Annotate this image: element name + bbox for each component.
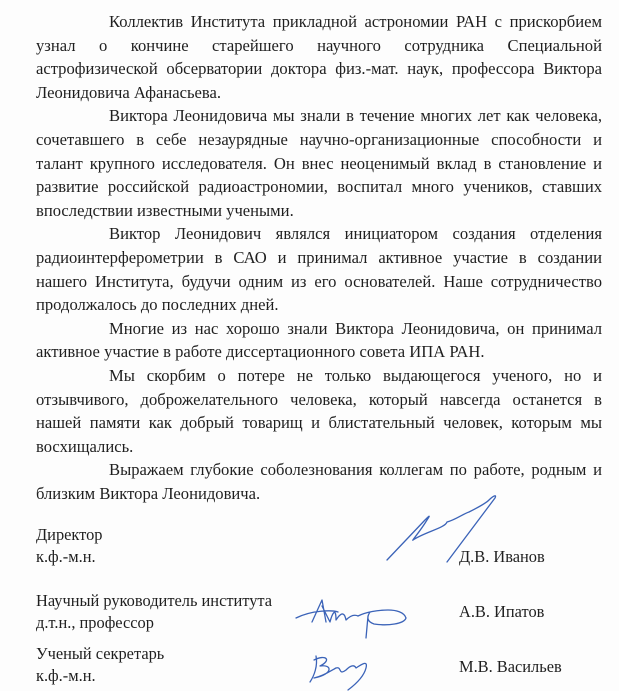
signatory-name: М.В. Васильев — [459, 657, 562, 676]
paragraph-2: Виктора Леонидовича мы знали в течение многих лет как человека, сочетавшего в себе незаурядные научно-организационные способности и талант крупного исследователя. Он внес неоценимый вклад в становление и развитие российской радиоастрономии, воспитал много учеников, ставших впоследствии известными учеными. — [36, 106, 602, 220]
paragraph-3: Виктор Леонидович являлся инициатором создания отделения радиоинтерферометрии в САО и принимал активное участие в создании нашего Института, будучи одним из его основателей. Наше сотрудничество продолжалось до последних дней. — [36, 224, 602, 315]
paragraph-5: Мы скорбим о потере не только выдающегося ученого, но и отзывчивого, доброжелательного человека, который навсегда останется в нашей памяти как добрый товарищ и блистательный человек, которым мы восхищались. — [36, 365, 602, 456]
signatory-role: Научный руководитель института — [36, 591, 273, 610]
signatory-role: Директор — [36, 525, 103, 544]
paragraph-4: Многие из нас хорошо знали Виктора Леонидовича, он принимал активное участие в работе диссертационного совета ИПА РАН. — [36, 318, 602, 362]
signature-scientific-director-icon — [292, 596, 422, 646]
signature-scientific-secretary-icon — [306, 652, 396, 692]
condolence-letter-body — [36, 10, 602, 505]
signatory-degree: к.ф.-м.н. — [36, 666, 96, 685]
signatory-role: Ученый секретарь — [36, 644, 165, 663]
signatory-degree: к.ф.-м.н. — [36, 547, 96, 566]
signatory-director — [36, 524, 103, 568]
signatory-scientific-secretary — [36, 643, 164, 687]
signatory-scientific-director — [36, 590, 272, 634]
paragraph-6: Выражаем глубокие соболезнования коллегам по работе, родным и близким Виктора Леонидовича. — [36, 460, 602, 503]
signatory-name: А.В. Ипатов — [459, 602, 545, 621]
signatory-degree: д.т.н., профессор — [36, 613, 154, 632]
paragraph-1: Коллектив Института прикладной астрономии РАН с прискорбием узнал о кончине старейшего научного сотрудника Специальной астрофизической обсерватории доктора физ.-мат. наук, профессора Виктора Леонидовича Афанасьева. — [36, 12, 602, 102]
signatory-name: Д.В. Иванов — [459, 547, 545, 566]
